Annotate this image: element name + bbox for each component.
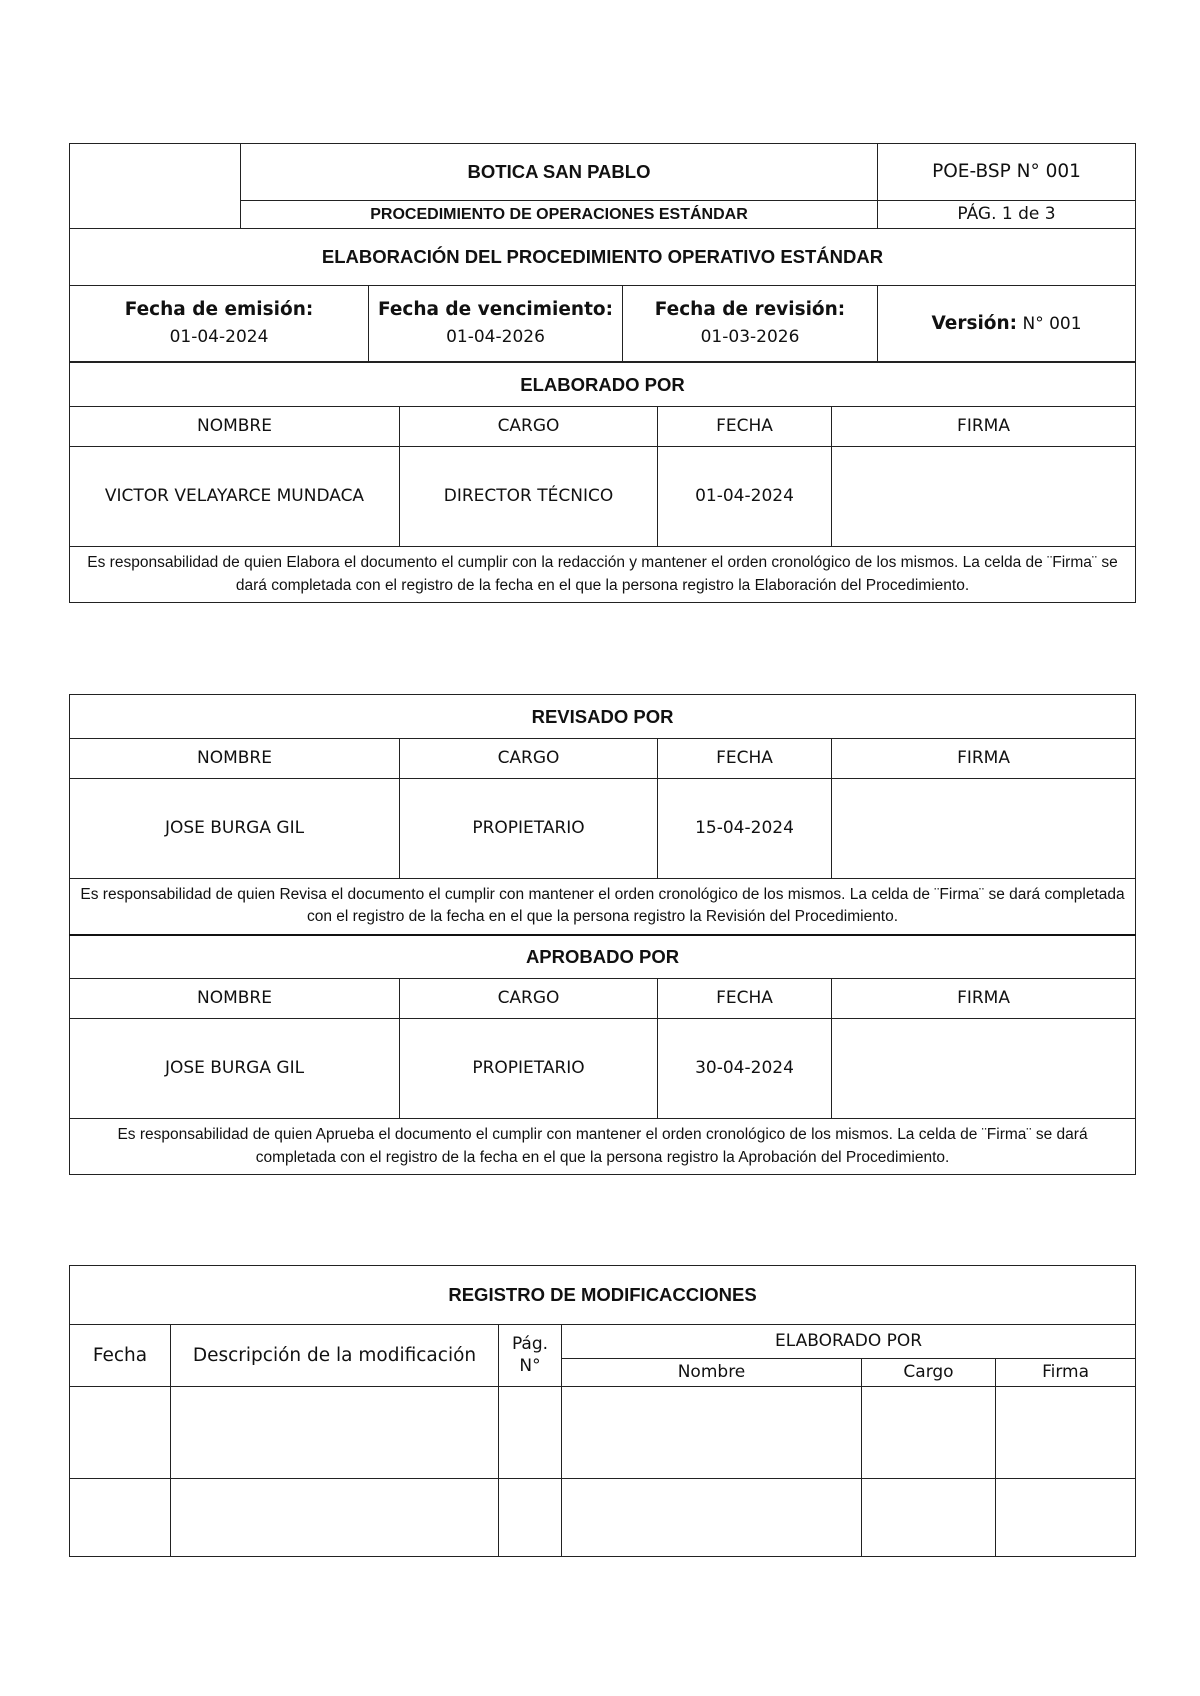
mod-col-page: Pág. N°	[499, 1325, 562, 1387]
mod-row-1-description[interactable]	[171, 1387, 499, 1479]
elaborado-name: VICTOR VELAYARCE MUNDACA	[70, 447, 400, 547]
expiry-date-cell	[369, 286, 623, 362]
mod-row-1-page[interactable]	[499, 1387, 562, 1479]
modifications-title: REGISTRO DE MODIFICACCIONES	[70, 1266, 1136, 1325]
document-header-table	[69, 143, 1136, 362]
revision-date-label: Fecha de revisión:	[654, 299, 846, 321]
mod-group-elaborado: ELABORADO POR	[562, 1325, 1136, 1359]
aprobado-date: 30-04-2024	[658, 1019, 832, 1119]
version-value: N° 001	[1022, 313, 1082, 334]
version-label: Versión:	[931, 312, 1018, 334]
mod-col-signature: Firma	[996, 1359, 1136, 1387]
elaborado-col-signature: FIRMA	[832, 407, 1136, 447]
aprobado-col-name: NOMBRE	[70, 979, 400, 1019]
revisado-col-signature: FIRMA	[832, 739, 1136, 779]
document-type: PROCEDIMIENTO DE OPERACIONES ESTÁNDAR	[241, 201, 878, 229]
document-title: ELABORACIÓN DEL PROCEDIMIENTO OPERATIVO ESTÁNDAR	[70, 229, 1136, 286]
revisado-signature[interactable]	[832, 779, 1136, 879]
revision-date-value: 01-03-2026	[700, 327, 800, 348]
elaborado-title: ELABORADO POR	[70, 363, 1136, 407]
revisado-col-date: FECHA	[658, 739, 832, 779]
aprobado-col-signature: FIRMA	[832, 979, 1136, 1019]
revisado-date: 15-04-2024	[658, 779, 832, 879]
company-name: BOTICA SAN PABLO	[241, 144, 878, 201]
aprobado-name: JOSE BURGA GIL	[70, 1019, 400, 1119]
version-cell	[878, 286, 1136, 362]
aprobado-signature[interactable]	[832, 1019, 1136, 1119]
elaborado-col-name: NOMBRE	[70, 407, 400, 447]
mod-row-1-signature[interactable]	[996, 1387, 1136, 1479]
elaborado-note: Es responsabilidad de quien Elabora el documento el cumplir con la redacción y mantener el orden cronológico de los mismos. La celda de ¨Firma¨ se dará completada con el registro de la fecha en el que la persona registro la Elaboración del Procedimiento.	[70, 547, 1136, 603]
elaborado-signature[interactable]	[832, 447, 1136, 547]
revision-date-cell	[623, 286, 878, 362]
aprobado-role: PROPIETARIO	[400, 1019, 658, 1119]
mod-row-2-page[interactable]	[499, 1479, 562, 1557]
revisado-note: Es responsabilidad de quien Revisa el documento el cumplir con mantener el orden cronológico de los mismos. La celda de ¨Firma¨ se dará completada con el registro de la fecha en el que la persona registro la Revisión del Procedimiento.	[70, 879, 1136, 935]
mod-row-2-signature[interactable]	[996, 1479, 1136, 1557]
revisado-title: REVISADO POR	[70, 695, 1136, 739]
mod-row-1-date[interactable]	[70, 1387, 171, 1479]
elaborado-role: DIRECTOR TÉCNICO	[400, 447, 658, 547]
aprobado-col-role: CARGO	[400, 979, 658, 1019]
revisado-col-name: NOMBRE	[70, 739, 400, 779]
revisado-name: JOSE BURGA GIL	[70, 779, 400, 879]
expiry-date-value: 01-04-2026	[446, 327, 545, 348]
mod-row-2-date[interactable]	[70, 1479, 171, 1557]
aprobado-col-date: FECHA	[658, 979, 832, 1019]
revisado-col-role: CARGO	[400, 739, 658, 779]
mod-row-2-description[interactable]	[171, 1479, 499, 1557]
elaborado-col-date: FECHA	[658, 407, 832, 447]
document-code: POE-BSP N° 001	[878, 144, 1136, 201]
emission-date-label: Fecha de emisión:	[124, 299, 314, 321]
logo-cell	[70, 144, 241, 229]
mod-row-1-role[interactable]	[862, 1387, 996, 1479]
mod-row-2-role[interactable]	[862, 1479, 996, 1557]
page-indicator: PÁG. 1 de 3	[878, 201, 1136, 229]
revisado-role: PROPIETARIO	[400, 779, 658, 879]
mod-col-role: Cargo	[862, 1359, 996, 1387]
mod-col-date: Fecha	[70, 1325, 171, 1387]
revision-approval-table	[69, 694, 1136, 1175]
mod-row-1-name[interactable]	[562, 1387, 862, 1479]
aprobado-note: Es responsabilidad de quien Aprueba el documento el cumplir con mantener el orden cronológico de los mismos. La celda de ¨Firma¨ se dará completada con el registro de la fecha en el que la persona registro la Aprobación del Procedimiento.	[70, 1119, 1136, 1175]
elaborado-table	[69, 362, 1136, 603]
emission-date-value: 01-04-2024	[169, 327, 269, 348]
modifications-table	[69, 1265, 1136, 1557]
mod-col-description: Descripción de la modificación	[171, 1325, 499, 1387]
emission-date-cell	[70, 286, 369, 362]
elaborado-col-role: CARGO	[400, 407, 658, 447]
mod-row-2-name[interactable]	[562, 1479, 862, 1557]
expiry-date-label: Fecha de vencimiento:	[377, 299, 614, 321]
aprobado-title: APROBADO POR	[70, 935, 1136, 979]
elaborado-date: 01-04-2024	[658, 447, 832, 547]
mod-col-name: Nombre	[562, 1359, 862, 1387]
